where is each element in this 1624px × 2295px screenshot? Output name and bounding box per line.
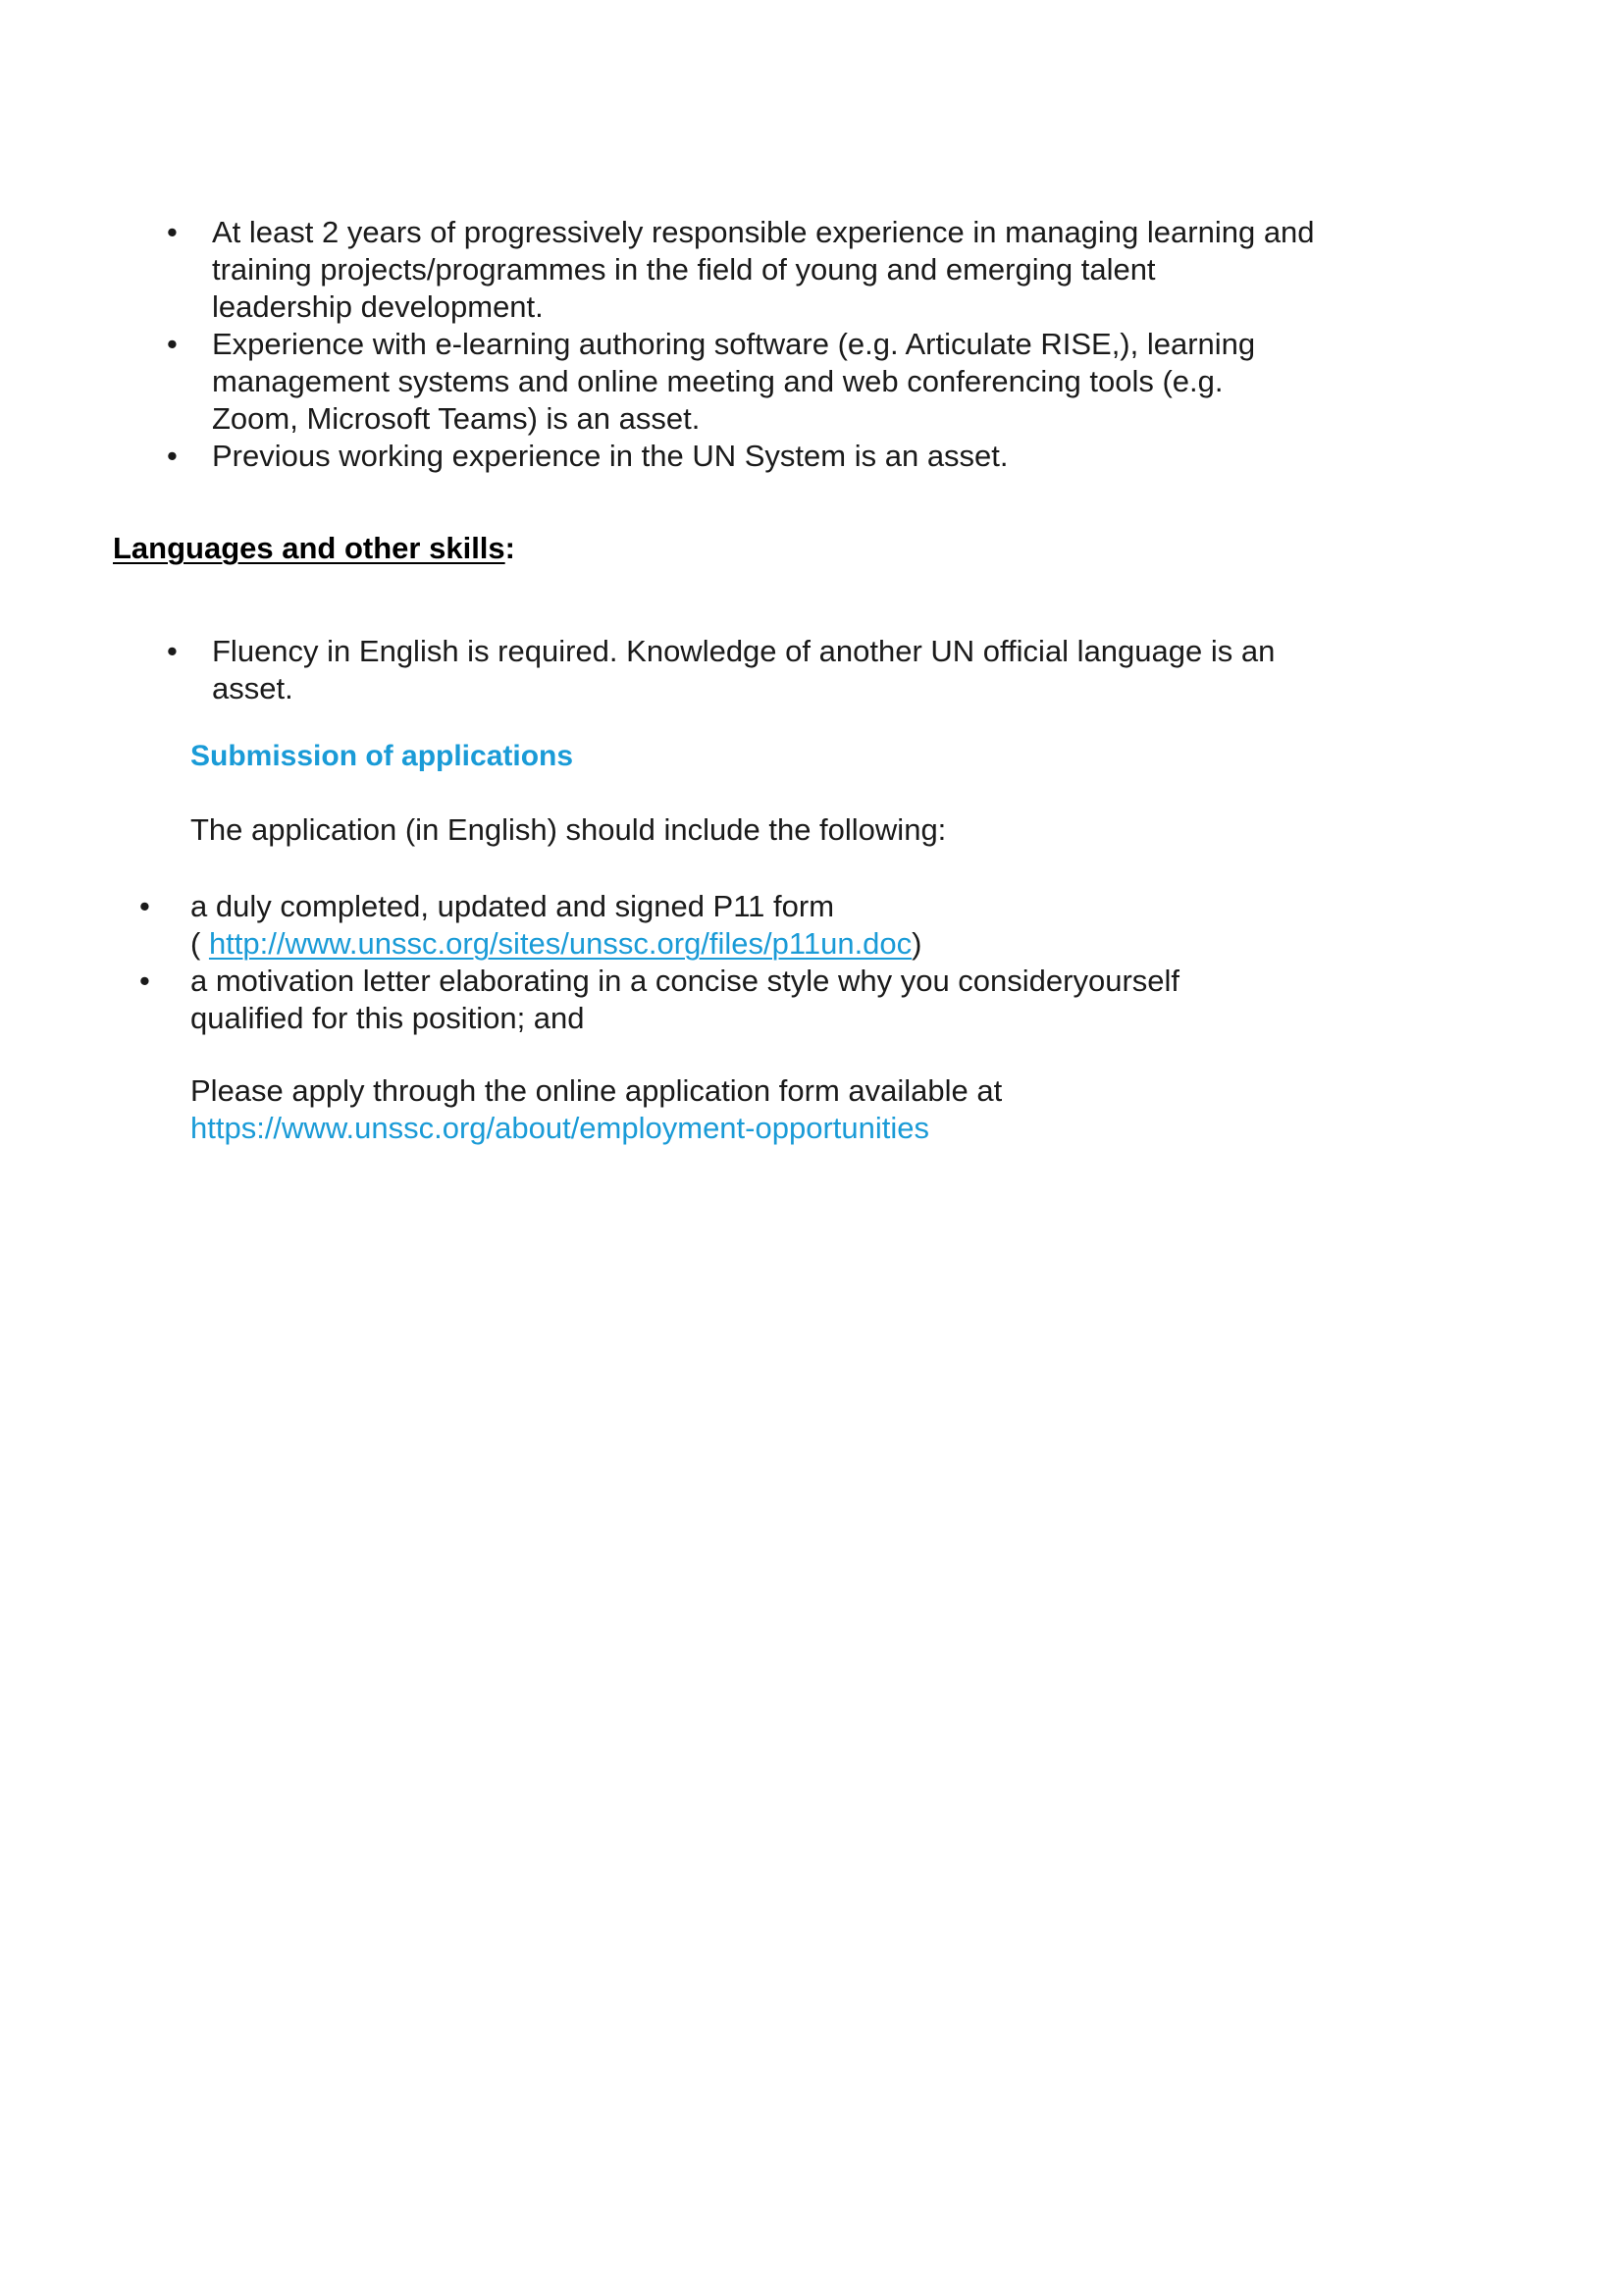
experience-list: [161, 214, 1476, 475]
list-item-line: qualified for this position; and: [190, 1001, 585, 1035]
bullet-icon: •: [167, 215, 178, 249]
list-item-line: Previous working experience in the UN System is an asset.: [212, 439, 1009, 473]
list-item: [161, 633, 1476, 707]
list-item: [133, 963, 1478, 1037]
employment-opportunities-link[interactable]: https://www.unssc.org/about/employment-opportunities: [190, 1111, 929, 1145]
link-suffix: ): [912, 926, 922, 961]
list-item: [161, 438, 1476, 475]
list-item-line: a motivation letter elaborating in a concise style why you consideryourself: [190, 964, 1180, 998]
submission-intro: The application (in English) should include the following:: [190, 812, 947, 847]
p11-link-line: [190, 925, 1478, 963]
list-item-line: Fluency in English is required. Knowledge of another UN official language is an: [212, 634, 1276, 668]
list-item-line: a duly completed, updated and signed P11 form: [190, 889, 835, 923]
list-item-line: Zoom, Microsoft Teams) is an asset.: [212, 401, 701, 436]
apply-text: Please apply through the online application form available at: [190, 1073, 1003, 1108]
list-item-line: Experience with e-learning authoring software (e.g. Articulate RISE,), learning: [212, 327, 1256, 361]
p11-form-link[interactable]: http://www.unssc.org/sites/unssc.org/files/p11un.doc: [208, 926, 913, 961]
list-item-line: training projects/programmes in the field of young and emerging talent: [212, 252, 1156, 287]
languages-heading-suffix: :: [504, 531, 515, 565]
bullet-icon: •: [139, 889, 150, 923]
list-item-line: leadership development.: [212, 289, 544, 324]
bullet-icon: •: [167, 327, 178, 361]
application-items-list: [133, 888, 1478, 1037]
languages-heading-text: Languages and other skills: [113, 531, 505, 565]
list-item-line: At least 2 years of progressively responsible experience in managing learning and: [212, 215, 1315, 249]
link-prefix: (: [190, 926, 209, 961]
languages-list: [161, 633, 1476, 707]
bullet-icon: •: [167, 634, 178, 668]
list-item-line: asset.: [212, 671, 293, 705]
bullet-icon: •: [167, 439, 178, 473]
bullet-icon: •: [139, 964, 150, 998]
languages-heading: [113, 530, 515, 567]
list-item: [161, 326, 1476, 438]
list-item: [161, 214, 1476, 326]
submission-heading: Submission of applications: [190, 740, 574, 772]
list-item: [133, 888, 1478, 963]
list-item-line: management systems and online meeting and web conferencing tools (e.g.: [212, 364, 1224, 398]
